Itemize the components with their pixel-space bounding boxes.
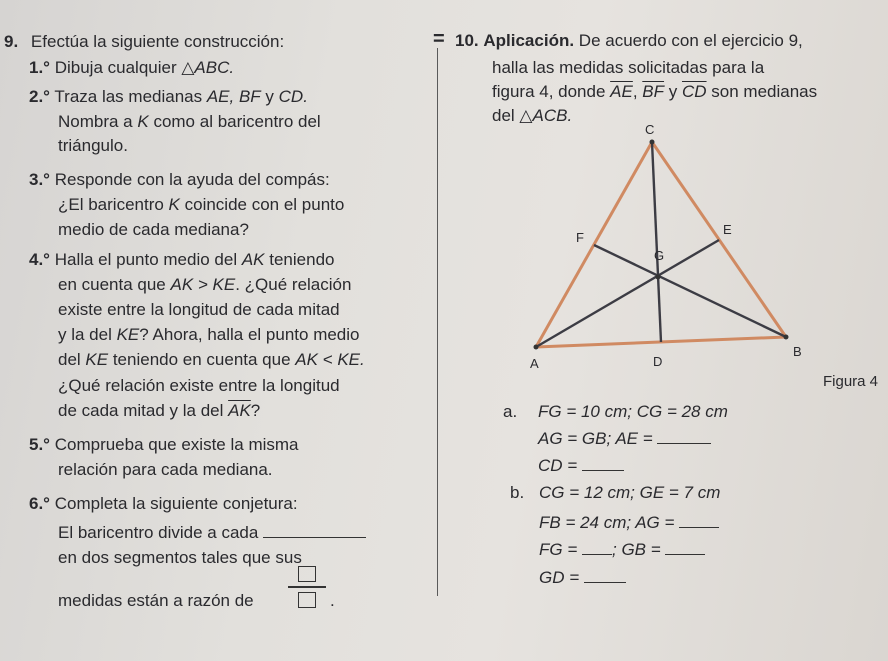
part-a-line-3 [538, 454, 624, 476]
step-math: △ABC. [181, 58, 235, 77]
part-a-given: FG = 10 cm; CG = 28 cm [538, 402, 728, 421]
exercise-10-line-3 [492, 82, 817, 102]
exercise-10-heading [455, 31, 803, 51]
side-cb [652, 142, 786, 337]
label-a: A [530, 356, 539, 371]
exercise-number: 10. [455, 31, 479, 50]
part-b-question: ; GB = [612, 540, 661, 559]
median-bf [594, 245, 786, 337]
equals-marker: = [433, 28, 445, 50]
exercise-10-line-2: halla las medidas solicitadas para la [492, 58, 765, 77]
part-a-line-2 [538, 427, 711, 449]
vertex-b-dot [784, 335, 789, 340]
segment-bf: $\overline{BF}$ [642, 82, 665, 101]
part-a-question: CD = [538, 456, 578, 475]
part-b-given: CG = 12 cm; GE = 7 cm [539, 483, 721, 502]
label-d: D [653, 354, 663, 369]
label-g: G [654, 248, 665, 263]
step-text: Dibuja cualquier [54, 58, 182, 77]
step-text: de cada mitad y la del [58, 401, 229, 420]
step-text: y [260, 87, 279, 106]
step-4 [29, 250, 334, 270]
fraction-bar [288, 586, 326, 588]
step-4-line-4 [58, 325, 360, 345]
step-6-line-3: en dos segmentos tales que sus [58, 548, 302, 567]
step-4-line-7 [58, 401, 260, 421]
label-b: B [793, 344, 802, 359]
part-b-line-2 [539, 511, 719, 533]
part-b-question: FG = [539, 540, 578, 559]
step-number: 6.° [29, 494, 50, 513]
step-4-line-3: existe entre la longitud de cada mitad [58, 300, 340, 319]
part-b-question: FB = 24 cm; AG = [539, 513, 675, 532]
step-math: AK > KE [170, 275, 236, 294]
step-3 [29, 170, 330, 190]
exercise-title: Efectúa la siguiente construcción: [30, 32, 285, 51]
exercise-text: , [632, 82, 643, 101]
step-number: 4.° [29, 250, 50, 269]
vertex-c-dot [650, 140, 655, 145]
step-text: en cuenta que [58, 275, 171, 294]
answer-blank-ae[interactable] [657, 427, 711, 444]
column-divider [437, 48, 438, 596]
step-text: El baricentro divide a cada [58, 523, 259, 542]
exercise-text: y [664, 82, 682, 101]
answer-blank-fg[interactable] [582, 538, 612, 555]
step-6 [29, 494, 298, 514]
exercise-text: son medianas [706, 82, 818, 101]
step-text: teniendo [264, 250, 335, 269]
period: . [330, 591, 335, 610]
step-2 [29, 87, 308, 107]
step-text: ? Ahora, halla el punto medio [139, 325, 360, 344]
exercise-title: Aplicación. [483, 31, 575, 50]
answer-blank[interactable] [263, 521, 366, 538]
step-text: y la del [58, 325, 117, 344]
step-math: K [137, 112, 149, 131]
step-math: CD. [278, 87, 308, 106]
step-math: KE [85, 350, 109, 369]
ratio-fraction [288, 566, 326, 608]
exercise-number: 9. [4, 32, 19, 51]
label-f: F [576, 230, 584, 245]
step-text: del [58, 350, 86, 369]
step-number: 3.° [29, 170, 50, 189]
step-5 [29, 435, 299, 455]
median-ae [536, 240, 719, 347]
exercise-text: del [492, 106, 520, 125]
denominator-box[interactable] [298, 592, 316, 608]
step-text: como al baricentro del [148, 112, 321, 131]
label-c: C [645, 122, 655, 137]
part-b-label: b. [510, 483, 525, 502]
step-text: Comprueba que existe la misma [54, 435, 299, 454]
numerator-box[interactable] [298, 566, 316, 582]
step-text: . ¿Qué relación [235, 275, 352, 294]
step-text: coincide con el punto [179, 195, 345, 214]
step-text: Nombra a [58, 112, 138, 131]
side-ca [536, 142, 652, 347]
step-4-line-2 [58, 275, 351, 295]
step-text: Halla el punto medio del [54, 250, 242, 269]
step-4-line-6: ¿Qué relación existe entre la longitud [58, 376, 340, 395]
part-b-question: GD = [539, 568, 580, 587]
step-text: teniendo en cuenta que [108, 350, 296, 369]
step-6-line-2 [58, 521, 366, 543]
step-text: Traza las medianas [54, 87, 207, 106]
answer-blank-gb[interactable] [665, 538, 705, 555]
step-3-line-2 [58, 195, 344, 215]
step-text: ? [250, 401, 261, 420]
segment-ak: $\overline{AK}$ [228, 401, 251, 420]
step-1 [29, 58, 234, 78]
part-a-label: a. [503, 402, 518, 421]
step-math: K [168, 195, 180, 214]
answer-blank-cd[interactable] [582, 454, 624, 471]
triangle-figure [520, 120, 820, 380]
segment-cd: $\overline{CD}$ [681, 82, 707, 101]
part-a-question: AG = GB; AE = [538, 429, 653, 448]
step-2-line-3: triángulo. [58, 136, 128, 155]
answer-blank-gd[interactable] [584, 566, 626, 583]
step-6-line-4: medidas están a razón de [58, 591, 254, 610]
step-number: 5.° [29, 435, 50, 454]
step-3-line-3: medio de cada mediana? [58, 220, 249, 239]
step-2-line-2 [58, 112, 321, 132]
figure-caption: Figura 4 [823, 373, 879, 390]
part-b-line-4 [539, 566, 626, 588]
label-e: E [723, 222, 732, 237]
exercise-math: △ACB. [519, 106, 573, 125]
part-b-line-3 [539, 538, 705, 560]
centroid-g-dot [656, 275, 661, 280]
step-number: 1.° [29, 58, 50, 77]
step-math: AK < KE. [295, 350, 365, 369]
step-math: AE, BF [206, 87, 261, 106]
step-5-line-2: relación para cada mediana. [58, 460, 273, 479]
step-number: 2.° [29, 87, 50, 106]
segment-ae: $\overline{AE}$ [610, 82, 633, 101]
step-text: Responde con la ayuda del compás: [54, 170, 330, 189]
answer-blank-ag[interactable] [679, 511, 719, 528]
step-text: ¿El baricentro [58, 195, 169, 214]
step-math: AK [241, 250, 265, 269]
vertex-a-dot [534, 345, 539, 350]
exercise-9-heading [4, 32, 284, 52]
median-cd [652, 142, 661, 342]
step-math: KE [116, 325, 140, 344]
exercise-text: figura 4, donde [492, 82, 611, 101]
exercise-text: De acuerdo con el ejercicio 9, [574, 31, 803, 50]
step-text: Completa la siguiente conjetura: [54, 494, 298, 513]
step-4-line-5 [58, 350, 365, 370]
